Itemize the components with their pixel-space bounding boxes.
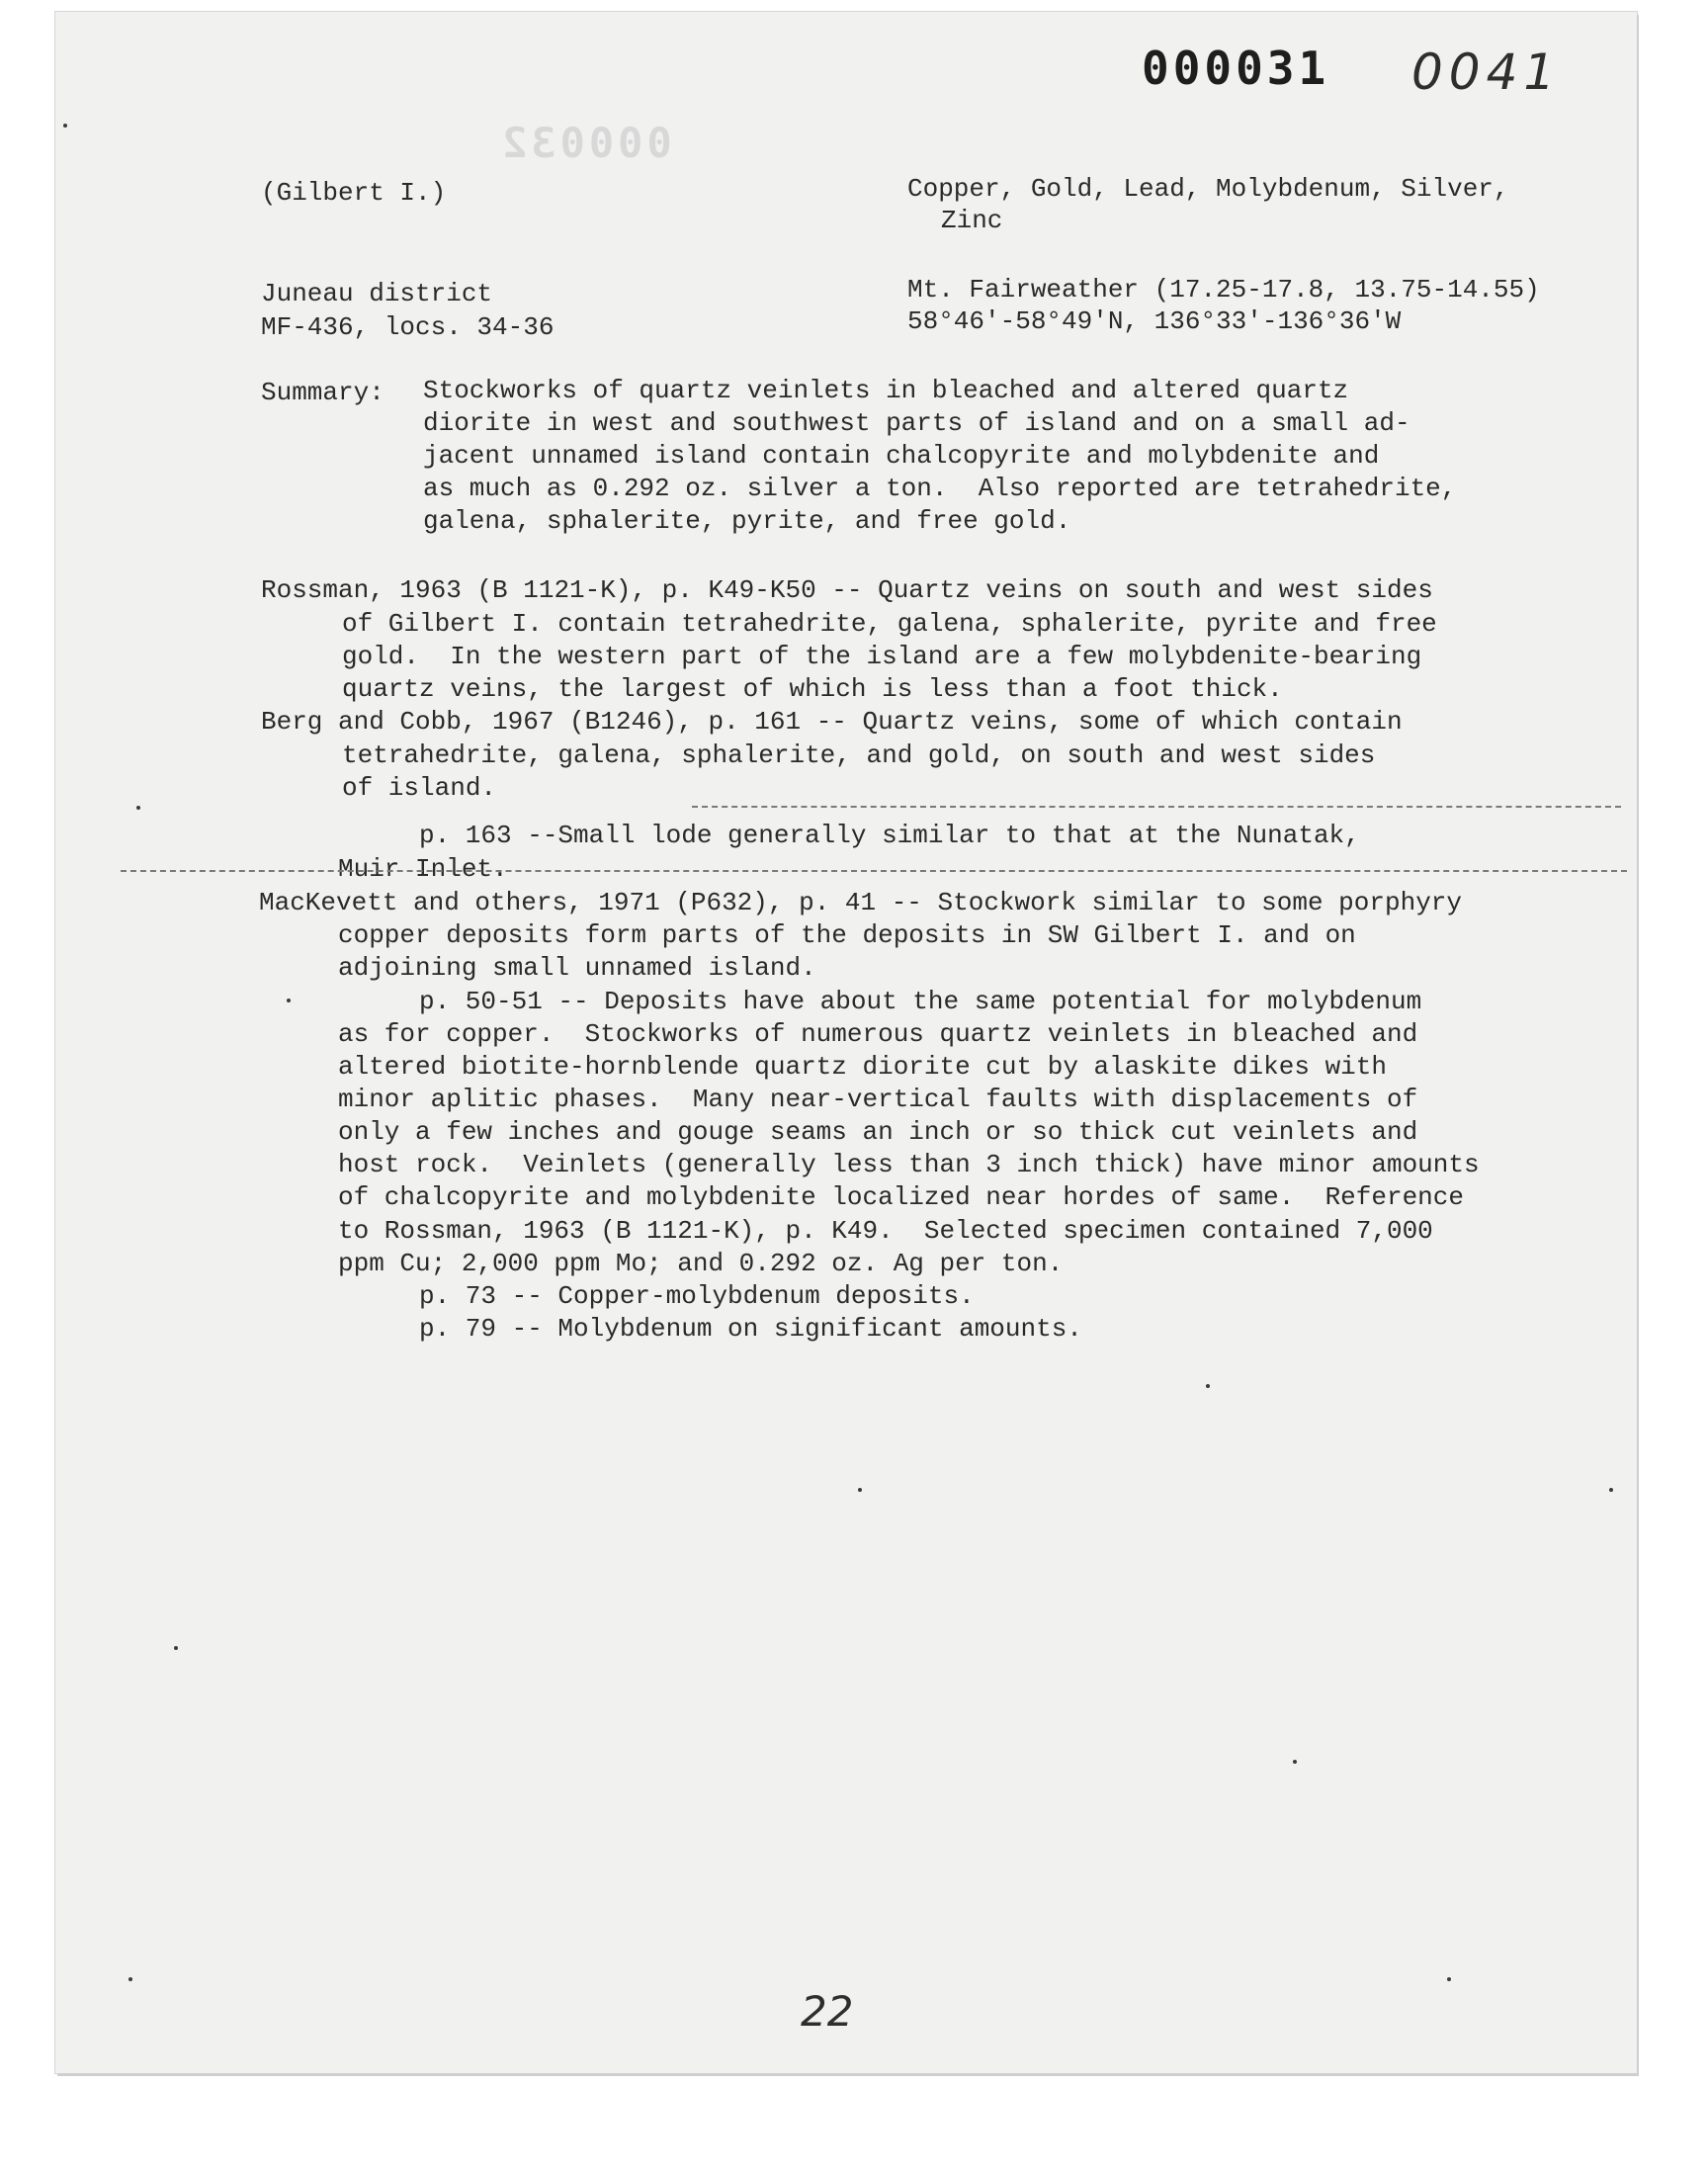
summary-line: diorite in west and southwest parts of island and on a small ad- (423, 408, 1410, 438)
reference-line: host rock. Veinlets (generally less than 3 inch thick) have minor amounts (338, 1150, 1480, 1179)
coordinates-line: 58°46'-58°49'N, 136°33'-136°36'W (907, 306, 1402, 336)
handwritten-page-number: 22 (801, 1987, 854, 2036)
reference-line: p. 163 --Small lode generally similar to that at the Nunatak, (419, 821, 1360, 850)
reference-line: minor aplitic phases. Many near-vertical faults with displacements of (338, 1085, 1418, 1114)
reference-line: altered biotite-hornblende quartz diorite cut by alaskite dikes with (338, 1052, 1387, 1082)
dashed-rule (692, 806, 1621, 808)
reference-line: of Gilbert I. contain tetrahedrite, galena, sphalerite, pyrite and free (342, 609, 1437, 639)
scan-speck (63, 124, 67, 128)
reference-line: quartz veins, the largest of which is less than a foot thick. (342, 674, 1283, 704)
reference-line: copper deposits form parts of the deposits in SW Gilbert I. and on (338, 920, 1356, 950)
reference-line: adjoining small unnamed island. (338, 953, 816, 983)
scan-speck (1293, 1760, 1297, 1764)
summary-line: jacent unnamed island contain chalcopyrite and molybdenite and (423, 441, 1380, 471)
locality-title: (Gilbert I.) (261, 178, 447, 208)
summary-label: Summary: (261, 378, 384, 407)
summary-line: as much as 0.292 oz. silver a ton. Also reported are tetrahedrite, (423, 474, 1457, 503)
scan-speck (1447, 1977, 1451, 1981)
scan-speck (136, 806, 140, 810)
reference-line: Muir Inlet. (338, 854, 508, 884)
district-label: Juneau district (261, 279, 493, 308)
bleed-through-stamp: 000032 (498, 119, 672, 167)
map-reference: MF-436, locs. 34-36 (261, 312, 555, 342)
reference-line: as for copper. Stockworks of numerous quartz veinlets in bleached and (338, 1019, 1418, 1049)
dashed-rule (121, 870, 1627, 872)
reference-line: p. 79 -- Molybdenum on significant amounts. (419, 1314, 1082, 1344)
reference-line: ppm Cu; 2,000 ppm Mo; and 0.292 oz. Ag per ton. (338, 1249, 1064, 1278)
scan-speck (1206, 1384, 1210, 1388)
commodities-line-2: Zinc (941, 206, 1003, 235)
reference-line: Berg and Cobb, 1967 (B1246), p. 161 -- Quartz veins, some of which contain (261, 707, 1403, 737)
reference-line: MacKevett and others, 1971 (P632), p. 41 -- Stockwork similar to some porphyry (259, 888, 1462, 917)
quadrangle-line: Mt. Fairweather (17.25-17.8, 13.75-14.55) (907, 275, 1540, 304)
reference-line: to Rossman, 1963 (B 1121-K), p. K49. Selected specimen contained 7,000 (338, 1216, 1433, 1246)
scan-speck (128, 1977, 132, 1981)
reference-line: of chalcopyrite and molybdenite localized near hordes of same. Reference (338, 1182, 1464, 1212)
reference-line: only a few inches and gouge seams an inch or so thick cut veinlets and (338, 1117, 1418, 1147)
summary-line: galena, sphalerite, pyrite, and free gold. (423, 506, 1071, 536)
scan-speck (1609, 1488, 1613, 1492)
scan-speck (287, 999, 291, 1002)
reference-line: of island. (342, 773, 497, 803)
scan-speck (174, 1646, 178, 1650)
reference-line: tetrahedrite, galena, sphalerite, and gold, on south and west sides (342, 740, 1376, 770)
scan-speck (858, 1488, 862, 1492)
reference-line: p. 50-51 -- Deposits have about the same potential for molybdenum (419, 987, 1422, 1016)
summary-line: Stockworks of quartz veinlets in bleached and altered quartz (423, 376, 1349, 405)
reference-line: gold. In the western part of the island are a few molybdenite-bearing (342, 642, 1422, 671)
handwritten-page-code: 0041 (1411, 44, 1562, 101)
reference-line: p. 73 -- Copper-molybdenum deposits. (419, 1281, 975, 1311)
document-stamp-number: 000031 (1142, 42, 1330, 95)
commodities-line-1: Copper, Gold, Lead, Molybdenum, Silver, (907, 174, 1509, 204)
reference-line: Rossman, 1963 (B 1121-K), p. K49-K50 -- Quartz veins on south and west sides (261, 575, 1433, 605)
